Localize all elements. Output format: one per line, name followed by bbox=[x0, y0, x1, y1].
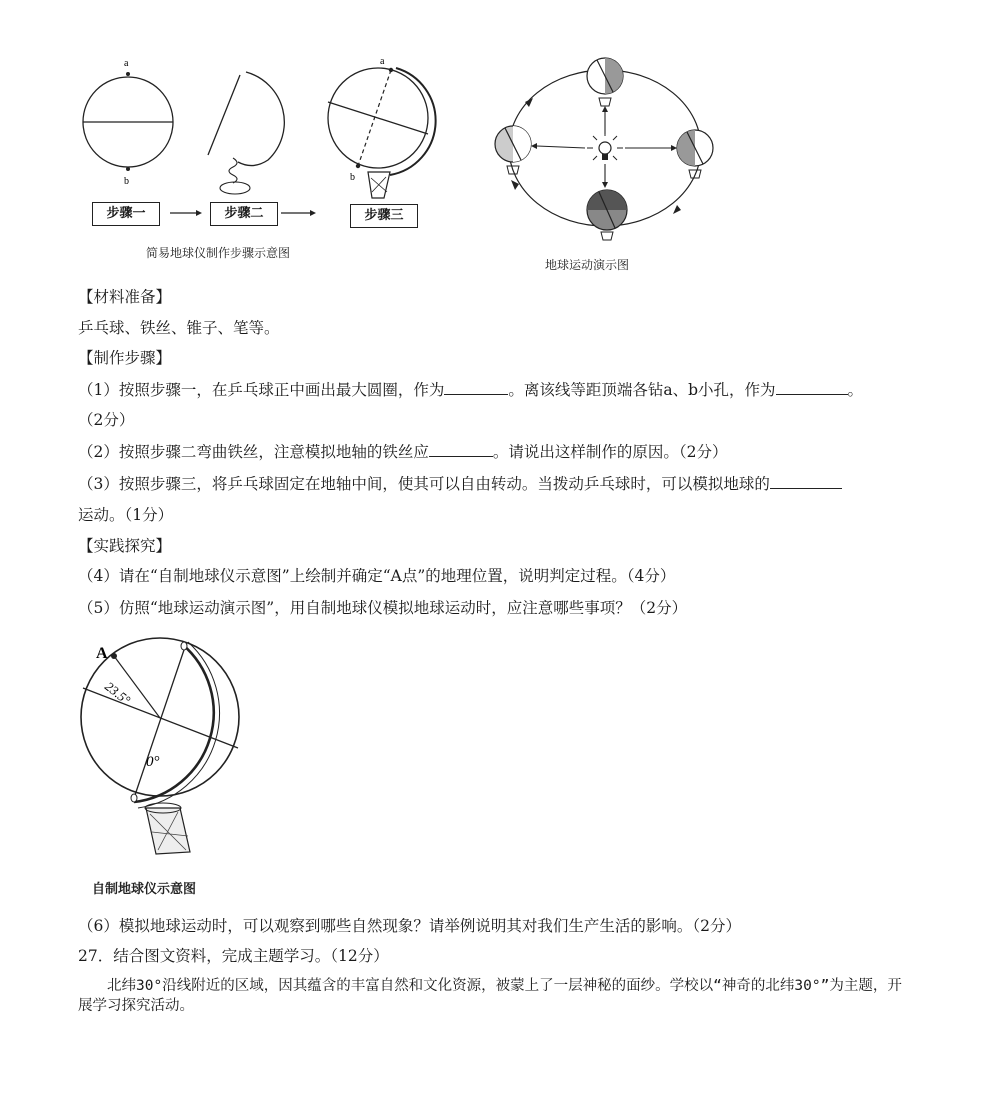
globe-figure bbox=[78, 636, 278, 900]
question-1 bbox=[78, 380, 863, 400]
step3-box: 步骤三 bbox=[350, 204, 418, 228]
lamp-icon bbox=[587, 130, 623, 160]
question-2 bbox=[78, 442, 728, 462]
question-4: （4）请在“自制地球仪示意图”上绘制并确定“A点”的地理位置，说明判定过程。（4分） bbox=[78, 567, 676, 585]
q2-blank[interactable] bbox=[429, 442, 493, 457]
materials-text: 乒乓球、铁丝、锥子、笔等。 bbox=[78, 319, 280, 337]
globe-point-b-label: b bbox=[350, 172, 355, 183]
q2-text-b: 。请说出这样制作的原因。（2分） bbox=[492, 443, 728, 461]
q1-score: （2分） bbox=[78, 411, 135, 429]
materials-heading: 【材料准备】 bbox=[78, 288, 172, 306]
practice-heading: 【实践探究】 bbox=[78, 537, 172, 555]
motion-caption: 地球运动演示图 bbox=[545, 258, 630, 272]
steps-figure bbox=[78, 50, 438, 265]
q3-text-a: （3）按照步骤三，将乒乓球固定在地轴中间，使其可以自由转动。当拨动乒乓球时，可以模拟地球的 bbox=[78, 475, 770, 493]
question-5: （5）仿照“地球运动演示图”，用自制地球仪模拟地球运动时，应注意哪些事项？（2分） bbox=[78, 599, 688, 617]
point-b-label: b bbox=[124, 176, 129, 187]
steps-caption: 简易地球仪制作步骤示意图 bbox=[146, 246, 291, 260]
question-27: 27．结合图文资料，完成主题学习。（12分） bbox=[78, 947, 389, 965]
q3-blank[interactable] bbox=[770, 474, 842, 489]
point-a-label: a bbox=[124, 58, 129, 69]
globe-right bbox=[677, 130, 713, 178]
steps-heading: 【制作步骤】 bbox=[78, 349, 172, 367]
step1-box: 步骤一 bbox=[92, 202, 160, 226]
motion-drawing bbox=[485, 40, 725, 275]
q1-text-a: （1）按照步骤一，在乒乓球正中画出最大圆圈，作为 bbox=[78, 381, 445, 399]
point-A-label: A bbox=[96, 645, 108, 662]
q27-paragraph: 北纬30°沿线附近的区域，因其蕴含的丰富自然和文化资源，被蒙上了一层神秘的面纱。学校以“神奇的北纬30°”为主题，开展学习探究活动。 bbox=[78, 978, 902, 1014]
q1-text-c: 。 bbox=[847, 381, 864, 399]
globe-caption: 自制地球仪示意图 bbox=[92, 882, 197, 897]
globe-point-a-label: a bbox=[380, 56, 385, 67]
steps-drawing bbox=[78, 50, 438, 265]
q2-text-a: （2）按照步骤二弯曲铁丝，注意模拟地轴的铁丝应 bbox=[78, 443, 429, 461]
equator-label: 0° bbox=[146, 754, 160, 770]
globe-drawing bbox=[78, 636, 278, 866]
question-3 bbox=[78, 474, 842, 494]
globe-bottom bbox=[587, 190, 627, 240]
globe-left bbox=[495, 126, 531, 174]
q1-text-b: 。离该线等距顶端各钻a、b小孔，作为 bbox=[508, 381, 776, 399]
angle-label: 23.5° bbox=[102, 678, 134, 708]
q1-blank-1[interactable] bbox=[444, 380, 508, 395]
globe-top bbox=[587, 58, 623, 106]
question-6: （6）模拟地球运动时，可以观察到哪些自然现象？请举例说明其对我们生产生活的影响。（2分） bbox=[78, 917, 741, 935]
step2-box: 步骤二 bbox=[210, 202, 278, 226]
q1-blank-2[interactable] bbox=[776, 380, 848, 395]
q3-continuation: 运动。（1分） bbox=[78, 506, 174, 524]
motion-figure bbox=[485, 40, 725, 275]
